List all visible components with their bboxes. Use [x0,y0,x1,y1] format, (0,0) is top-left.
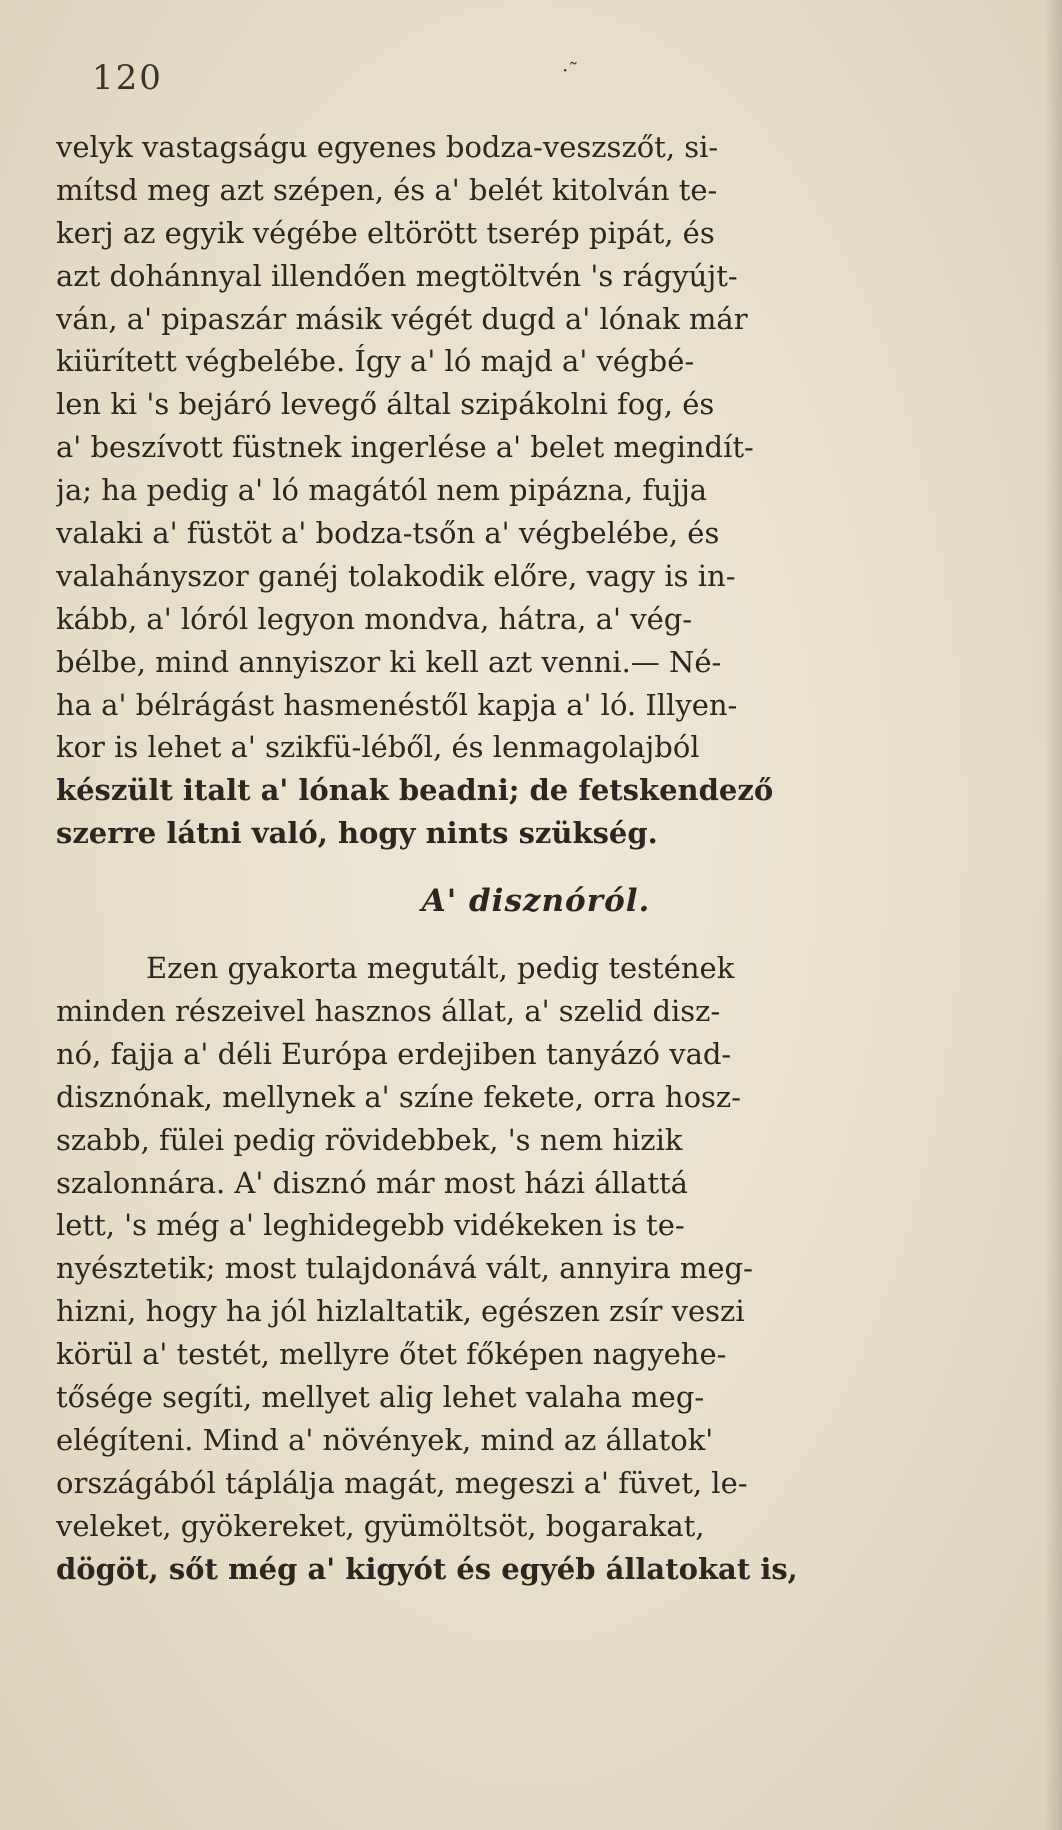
text-line: lett, 's még a' leghidegebb vidékeken is te- [56,1208,685,1243]
text-line: Ezen gyakorta megutált, pedig testének [146,951,735,986]
text-line: ha a' bélrágást hasmenéstől kapja a' ló. Illyen- [56,687,738,722]
text-line: ja; ha pedig a' ló magától nem pipázna, fujja [56,473,708,508]
text-line: elégíteni. Mind a' növények, mind az állatok' [56,1422,714,1457]
text-line: nó, fajja a' déli Európa erdejiben tanyázó vad- [56,1036,732,1071]
text-line: szerre látni való, hogy nints szükség. [56,816,658,851]
paragraph-horse-colic [56,126,1016,855]
text-line: országából táplálja magát, megeszi a' füvet, le- [56,1465,748,1500]
text-line: tősége segíti, mellyet alig lehet valaha meg- [56,1380,705,1415]
text-line: disznónak, mellynek a' színe fekete, orra hosz- [56,1079,741,1114]
paragraph-pig [56,947,1016,1590]
text-line: készült italt a' lónak beadni; de fetskendező [56,773,774,808]
text-line: kerj az egyik végébe eltörött tserép pipát, és [56,215,715,250]
text-line: valahányszor ganéj tolakodik előre, vagy is in- [56,558,736,593]
text-line: len ki 's bejáró levegő által szipákolni fog, és [56,387,715,422]
text-line: azt dohánnyal illendően megtöltvén 's rágyújt- [56,258,738,293]
text-line: minden részeivel hasznos állat, a' szelid disz- [56,994,721,1029]
text-line: kor is lehet a' szikfü-léből, és lenmagolajból [56,730,700,765]
text-line: veleket, gyökereket, gyümöltsöt, bogarakat, [56,1508,705,1543]
text-line: szabb, fülei pedig rövidebbek, 's nem hizik [56,1122,683,1157]
printer-mark: ·˜ [562,58,579,82]
text-line: nyésztetik; most tulajdonává vált, annyira meg- [56,1251,753,1286]
text-line: mítsd meg azt szépen, és a' belét kitolván te- [56,172,718,207]
text-line: kiürített végbelébe. Így a' ló majd a' végbé- [56,344,695,379]
text-line: a' beszívott füstnek ingerlése a' belet megindít- [56,430,754,465]
page-number: 120 [92,58,163,98]
text-line: ván, a' pipaszár másik végét dugd a' lónak már [56,301,748,336]
text-line: körül a' testét, mellyre őtet főképen nagyehe- [56,1337,727,1372]
page-edge-shadow [1044,0,1062,1830]
text-line: kább, a' lóról legyon mondva, hátra, a' vég- [56,601,693,636]
text-line: szalonnára. A' disznó már most házi állattá [56,1165,688,1200]
text-line: dögöt, sőt még a' kigyót és egyéb állatokat is, [56,1551,798,1586]
text-line: hizni, hogy ha jól hizlaltatik, egészen zsír veszi [56,1294,745,1329]
text-block [56,126,1016,1591]
text-line: velyk vastagságu egyenes bodza-veszszőt, si- [56,130,719,164]
text-line: valaki a' füstöt a' bodza-tsőn a' végbelébe, és [56,516,720,551]
section-heading: A' disznóról. [421,883,651,920]
text-line: bélbe, mind annyiszor ki kell azt venni.— Né- [56,644,722,679]
